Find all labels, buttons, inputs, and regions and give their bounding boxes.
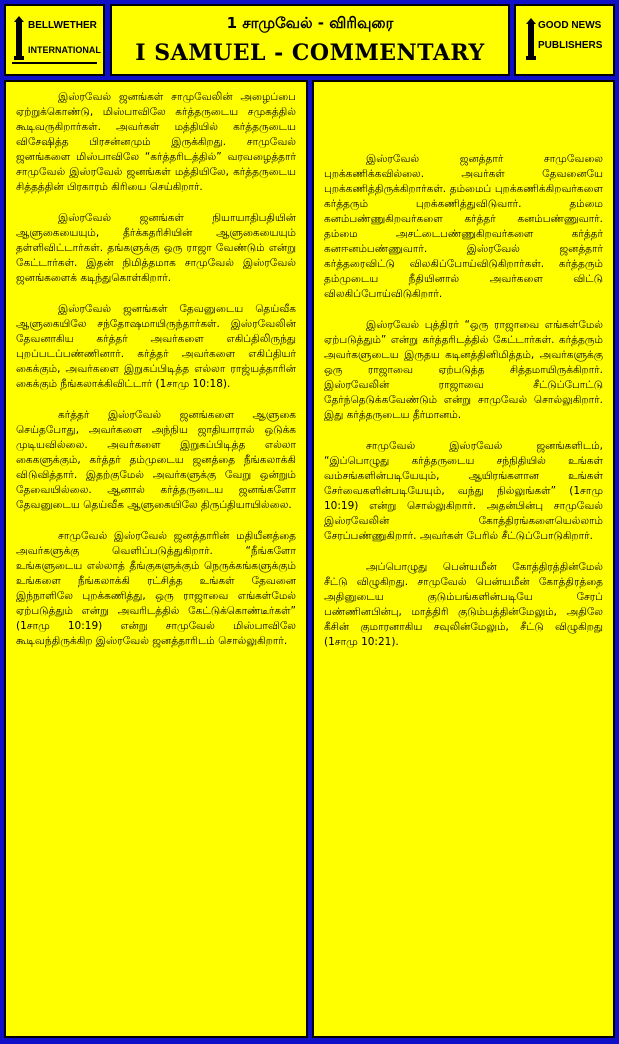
- page-header: [0, 0, 619, 80]
- title-english: I SAMUEL - COMMENTARY: [135, 40, 485, 66]
- right-column: [312, 80, 615, 1038]
- title-banner: [110, 4, 510, 76]
- paragraph: சாமுவேல் இஸ்ரவேல் ஜனத்தாரின் மதியீனத்தை அவர்களுக்கு வெளிப்படுத்துகிறார். “நீங்களோ உங்களுடைய எல்லாத் தீங்குகளுக்கும் நெருக்கங்களுக்கும் உங்களை நீங்கலாக்கி ரட்சித்த உங்கள் தேவனை இந்நாளிலே புறக்கணித்து, ஒரு ராஜாவை எங்கள்மேல் ஏற்படுத்தும் என்று அவரிடத்தில் கேட்டுக்கொண்டீர்கள்” (1சாமு 10:19) என்று சாமுவேல் மிஸ்பாவிலே கூடிவந்திருக்கிற இஸ்ரவேல் ஜனத்தாரிடம் சொல்லுகிறார்.: [16, 530, 296, 647]
- logo-left-line2: INTERNATIONAL: [28, 45, 101, 55]
- logo-left-line1: BELLWETHER: [28, 20, 97, 31]
- paragraph: இஸ்ரவேல் ஜனத்தார் சாமுவேலை புறக்கணிக்கவில்லை. அவர்கள் தேவனையே புறக்கணித்திருக்கிறார்கள். தம்மைப் புறக்கணிக்கிறவர்களை கர்த்தரும் புறக்கணித்துவிடுவார். தம்மை கனம்பண்ணுகிறவர்களை கர்த்தர் கனம்பண்ணுவார். தம்மை அசட்டைபண்ணுகிறவர்களை கர்த்தர் கனஈனம்பண்ணுவார். இஸ்ரவேல் ஜனத்தார் கர்த்தரைவிட்டு விலகிப்போய்விடுகிறார்கள். கர்த்தரும் தம்முடைய நீதியினால் அவர்களை விட்டு விலகிப்போய்விடுகிறார்.: [324, 153, 603, 300]
- logo-right-line2: PUBLISHERS: [538, 40, 603, 51]
- paragraph: இஸ்ரவேல் புத்திரர் “ஒரு ராஜாவை எங்கள்மேல் ஏற்படுத்தும்” என்று கர்த்தரிடத்தில் கேட்டார்கள். கர்த்தரும் அவர்களுடைய இருதய கடினத்தினிமித்தம், அவர்களுக்கு ஒரு ராஜாவை ஏற்படுத்த சித்தமாயிருக்கிறார். இஸ்ரவேலின் ராஜாவை சீட்டுப்போட்டு தேர்ந்தெடுக்கவேண்டும் என்று சாமுவேல் சொல்லுகிறார். இது கர்த்தருடைய தீர்மானம்.: [324, 319, 603, 421]
- good-news-logo: [514, 4, 615, 76]
- logo-right-line1: GOOD NEWS: [538, 20, 602, 31]
- title-tamil: 1 சாமுவேல் - விரிவுரை: [226, 14, 394, 32]
- paragraph: சாமுவேல் இஸ்ரவேல் ஜனங்களிடம், “இப்பொழுது கர்த்தருடைய சந்நிதியில் உங்கள் வம்சங்களின்படியேயும், ஆயிரங்களான உங்கள் சேர்வைகளின்படியேயும், வந்து நில்லுங்கள்” (1சாமு 10:19) என்று சொல்லுகிறார். அதன்பின்பு சாமுவேல் இஸ்ரவேலின் கோத்திரங்களையெல்லாம் சேரப்பண்ணுகிறார். அவர்கள் பேரில் சீட்டுப்போடுகிறார்.: [324, 440, 603, 542]
- paragraph: இஸ்ரவேல் ஜனங்கள் சாமுவேலின் அழைப்பை ஏற்றுக்கொண்டு, மிஸ்பாவிலே கர்த்தருடைய சமுகத்தில் கூடிவருகிறார்கள். அவர்கள் மத்தியில் கர்த்தருடைய விசேஷித்த பிரசன்னமும் இருக்கிறது. சாமுவேல் ஜனங்களை மிஸ்பாவிலே “கர்த்தரிடத்தில்” வரவழைத்தார் சாமுவேல் இஸ்ரவேல் ஜனங்கள் மத்தியிலே, கர்த்தருடைய சித்தத்தின் பிரகாரம் கிரியை செய்கிறார்.: [16, 91, 296, 193]
- paragraph: இஸ்ரவேல் ஜனங்கள் தேவனுடைய தெய்வீக ஆளுகையிலே சந்தோஷமாயிருந்தார்கள். இஸ்ரவேலின் தேவனாகிய கர்த்தர் அவர்களை எகிப்திலிருந்து புறப்படப்பண்ணினார். கர்த்தர் அவர்களை எகிப்தியர் கைக்கும், அவர்களை இறுகப்பிடித்த எல்லா ராஜ்யத்தாரின் கைக்கும் நீங்கலாக்கிவிட்டார் (1சாமு 10:18).: [16, 303, 296, 390]
- paragraph: அப்பொழுது பென்யமீன் கோத்திரத்தின்மேல் சீட்டு விழுகிறது. சாமுவேல் பென்யமீன் கோத்திரத்தை அதினுடைய குடும்பங்களின்படியே சேரப் பண்ணினபின்பு, மாத்திரி குடும்பத்தின்மேலும், அதிலே கீசின் குமாரனாகிய சவுலின்மேலும், சீட்டு விழுகிறது (1சாமு 10:21).: [324, 561, 603, 648]
- left-column: [4, 80, 308, 1038]
- paragraph: இஸ்ரவேல் ஜனங்கள் நியாயாதிபதியின் ஆளுகையையும், தீர்க்கதரிசியின் ஆளுகையையும் தள்ளிவிட்டார்கள். தங்களுக்கு ஒரு ராஜா வேண்டும் என்று கேட்டார்கள். இதன் நிமித்தமாக சாமுவேல் இஸ்ரவேல் ஜனங்களைக் கடிந்துகொள்கிறார்.: [16, 212, 296, 284]
- bellwether-logo: [4, 4, 105, 76]
- paragraph: கர்த்தர் இஸ்ரவேல் ஜனங்களை ஆளுகை செய்தபோது, அவர்களை அந்நிய ஜாதியாரால் ஒடுக்க முடியவில்லை. அவர்களை இறுகப்பிடித்த எல்லா கைகளுக்கும், கர்த்தர் தம்முடைய ஜனத்தை நீங்கலாக்கி விடுவித்தார். இதற்குமேல் அவர்களுக்கு வேறு ஒன்றும் தேவையில்லை. ஆனால் கர்த்தருடைய ஜனங்களோ தேவனுடைய தெய்வீக ஆளுகையிலே திருப்தியாயில்லை.: [16, 409, 296, 511]
